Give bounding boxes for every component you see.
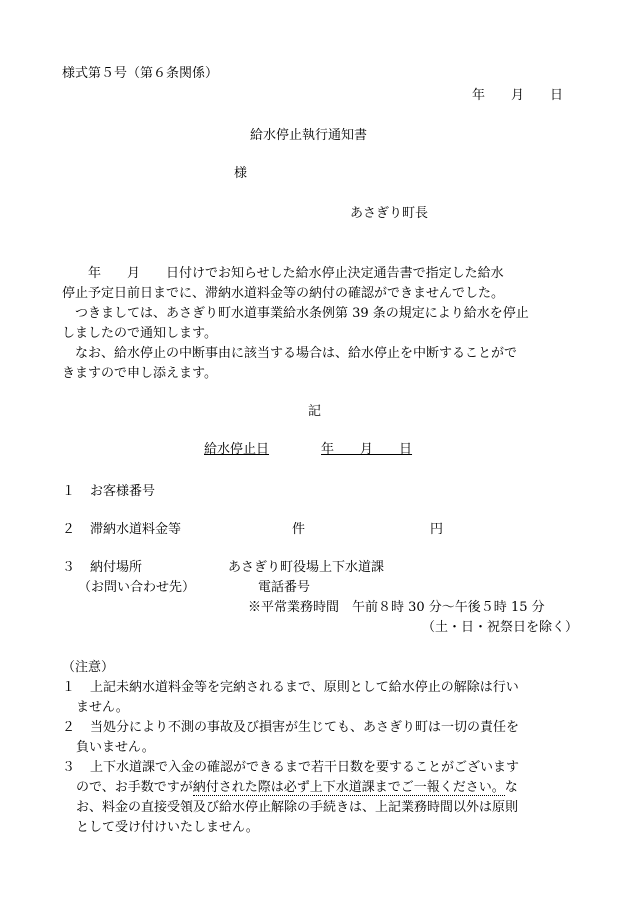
- form-number: 様式第５号（第６条関係）: [62, 66, 219, 81]
- body-line: きますので申し添えます。: [62, 366, 217, 381]
- payment-place: あさぎり町役場上下水道課: [228, 560, 385, 575]
- note-emphasis: 納付された際は必ず上下水道課までご一報ください。: [192, 780, 505, 795]
- stop-date-line: [204, 442, 430, 458]
- body-line: 年 月 日付けでお知らせした給水停止決定通告書で指定した給水: [62, 266, 504, 281]
- note-line: [76, 780, 518, 796]
- note-number: ２: [62, 720, 76, 735]
- note-text: ので、お手数ですが: [76, 780, 193, 795]
- note-number: ３: [62, 760, 76, 775]
- note-line: 上記未納水道料金等を完納されるまで、原則として給水停止の解除は行い: [90, 680, 519, 695]
- stop-date-label: 給水停止日: [204, 442, 270, 457]
- note-line: 当処分により不測の事故及び損害が生じても、あさぎり町は一切の責任を: [90, 720, 520, 735]
- notes-heading: （注意）: [62, 660, 115, 675]
- note-line: お、料金の直接受領及び給水停止解除の手続きは、上記業務時間以外は原則: [76, 800, 519, 815]
- note-line: ません。: [76, 700, 129, 715]
- body-line: しましたので通知します。: [62, 326, 217, 341]
- item-number: ３: [62, 560, 76, 575]
- phone-label: 電話番号: [258, 580, 311, 595]
- note-line: として受け付けいたしません。: [76, 820, 259, 835]
- body-line: なお、給水停止の中断事由に該当する場合は、給水停止を中断することがで: [62, 346, 518, 361]
- payment-place-label: 納付場所: [90, 560, 143, 575]
- note-text: な: [504, 780, 518, 795]
- yen-unit: 円: [430, 522, 444, 537]
- count-unit: 件: [292, 522, 306, 537]
- note-number: １: [62, 680, 76, 695]
- addressee: 様: [234, 166, 248, 181]
- business-hours: ※平常業務時間 午前８時 30 分～午後５時 15 分: [248, 600, 545, 615]
- stop-date-value: 年 月 日: [321, 442, 413, 457]
- issue-date: 年 月 日: [472, 88, 564, 103]
- note-line: 負いません。: [76, 740, 155, 755]
- customer-number-label: お客様番号: [90, 484, 156, 499]
- body-line: 停止予定日前日までに、滞納水道料金等の納付の確認ができませんでした。: [62, 286, 505, 301]
- ki-heading: 記: [308, 404, 322, 419]
- unpaid-fees-label: 滞納水道料金等: [90, 522, 182, 537]
- item-number: ２: [62, 522, 76, 537]
- note-line: 上下水道課で入金の確認ができるまで若干日数を要することがございます: [90, 760, 520, 775]
- sender: あさぎり町長: [350, 206, 429, 221]
- holidays-note: （土・日・祝祭日を除く）: [422, 620, 579, 635]
- body-line: つきましては、あさぎり町水道事業給水条例第 39 条の規定により給水を停止: [62, 306, 529, 321]
- contact-label: （お問い合わせ先）: [78, 580, 196, 595]
- item-number: １: [62, 484, 76, 499]
- document-title: 給水停止執行通知書: [250, 128, 368, 143]
